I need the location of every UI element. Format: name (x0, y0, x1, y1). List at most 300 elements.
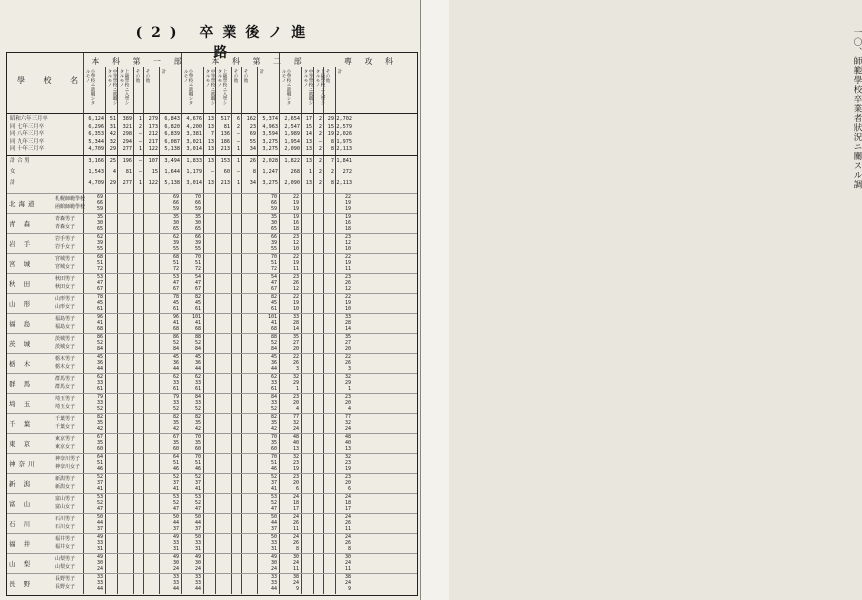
table-cell: 1,954 (284, 138, 300, 145)
table-cell: 4 (347, 406, 351, 412)
table-cell: 47 (172, 280, 179, 286)
table-cell: 52 (270, 340, 277, 346)
table-cell: 32 (344, 420, 351, 426)
table-cell: 42 (96, 426, 103, 432)
table-cell: 44 (172, 520, 179, 526)
row-rule (7, 253, 417, 254)
table-cell: 107 (148, 158, 158, 164)
table-cell: 18 (344, 500, 351, 506)
table-cell: 64 (172, 454, 179, 460)
table-cell: 2 (138, 123, 142, 130)
row-rule (7, 373, 417, 374)
table-cell: 52 (96, 474, 103, 480)
table-cell: 68 (172, 326, 179, 332)
row-rule (7, 353, 417, 354)
table-cell: 55 (194, 246, 201, 252)
table-cell: 12 (292, 286, 299, 292)
table-cell: 39 (194, 240, 201, 246)
table-cell: 36 (194, 360, 201, 366)
row-rule (7, 273, 417, 274)
table-cell: 82 (194, 294, 201, 300)
table-cell: 61 (172, 386, 179, 392)
row-rule (7, 493, 417, 494)
table-cell: 2,028 (262, 158, 278, 164)
table-cell: 61 (172, 306, 179, 312)
table-cell: 3,275 (262, 180, 278, 186)
school-name: 埼玉女子 (55, 404, 76, 410)
table-cell: 30 (172, 560, 179, 566)
table-cell: 66 (194, 234, 201, 240)
table-cell: 1,989 (284, 131, 300, 137)
table-cell: 36 (172, 360, 179, 366)
table-cell: 78 (172, 294, 179, 300)
table-cell: 33 (292, 314, 299, 320)
table-cell: 30 (194, 560, 201, 566)
school-name: 山梨女子 (55, 564, 76, 570)
table-cell: — (318, 138, 322, 145)
table-cell: 49 (172, 554, 179, 560)
table-cell: 14 (292, 326, 299, 332)
table-cell: 2 (318, 180, 322, 186)
table-cell: 19 (292, 466, 299, 472)
table-cell: 217 (148, 138, 158, 145)
table-cell: 2,090 (284, 146, 300, 152)
table-cell: 277 (122, 180, 132, 186)
table-cell: 50 (194, 534, 201, 540)
table-cell: 60 (172, 446, 179, 452)
table-cell: 41 (96, 486, 103, 492)
table-cell: 52 (270, 474, 277, 480)
table-cell: 22 (292, 354, 299, 360)
school-name: 宮城男子 (55, 256, 76, 262)
table-cell: 13 (292, 446, 299, 452)
table-cell: 26 (344, 520, 351, 526)
table-cell: 1 (138, 146, 142, 152)
table-cell: 13 (207, 116, 214, 122)
prefecture-label: 茨 城 (9, 340, 34, 348)
table-cell: 3,594 (262, 131, 278, 137)
table-cell: 3 (295, 366, 299, 372)
table-cell: 26 (344, 360, 351, 366)
table-cell: 66 (270, 200, 277, 206)
table-cell: 84 (194, 346, 201, 352)
table-cell: 6 (295, 486, 299, 492)
table-cell: 2,026 (336, 131, 352, 137)
table-cell: 44 (194, 520, 201, 526)
row-rule (7, 433, 417, 434)
school-name: 福島男子 (55, 316, 76, 322)
table-cell: 60 (223, 169, 230, 175)
table-cell: 23 (344, 474, 351, 480)
sub-header: 中等學校ニ就職シタルモノ (205, 69, 215, 105)
table-cell: 3,166 (88, 158, 104, 164)
table-cell: 19 (344, 214, 351, 220)
table-cell: 64 (96, 454, 103, 460)
table-cell: 15 (151, 169, 158, 175)
table-cell: 62 (172, 234, 179, 240)
table-cell: 35 (172, 440, 179, 446)
prefecture-label: 北海道 (9, 200, 38, 208)
table-cell: 41 (96, 320, 103, 326)
group-label-part1: 本 科 第 一 部 (91, 57, 187, 66)
row-rule (7, 213, 417, 214)
table-cell: 26 (344, 540, 351, 546)
table-cell: 66 (172, 200, 179, 206)
table-cell: 20 (344, 346, 351, 352)
table-cell: 68 (96, 254, 103, 260)
table-cell: 82 (172, 414, 179, 420)
table-cell: 24 (344, 580, 351, 586)
table-cell: 52 (172, 474, 179, 480)
table-cell: 19 (344, 206, 351, 212)
sub-header: 小學校ニ就職シタルモノ (85, 69, 95, 105)
table-cell: — (210, 169, 214, 175)
prefecture-label: 青 森 (9, 220, 34, 228)
table-cell: 96 (96, 314, 103, 320)
table-cell: 67 (172, 286, 179, 292)
table-cell: 19 (344, 260, 351, 266)
side-title: 一〇、師範學校卒業者狀況ニ關スル調 (852, 28, 862, 190)
table-cell: 53 (96, 274, 103, 280)
table-cell: 61 (270, 386, 277, 392)
table-cell: 17 (305, 116, 312, 122)
table-cell: 59 (270, 206, 277, 212)
table-cell: 51 (172, 260, 179, 266)
table-cell: 13 (207, 180, 214, 186)
table-cell: 33 (344, 314, 351, 320)
row-rule (7, 393, 417, 394)
table-cell: 3,494 (164, 158, 180, 164)
table-cell: 2 (318, 123, 322, 130)
table-cell: 33 (172, 574, 179, 580)
table-cell: 40 (344, 440, 351, 446)
table-cell: 37 (270, 480, 277, 486)
table-cell: 54 (270, 274, 277, 280)
row-rule (7, 333, 417, 334)
table-cell: 66 (194, 200, 201, 206)
table-cell: 22 (292, 254, 299, 260)
table-cell: 11 (292, 526, 299, 532)
table-cell: 28 (292, 320, 299, 326)
table-cell: 13 (344, 446, 351, 452)
table-cell: 61 (96, 386, 103, 392)
table-cell: 26 (292, 540, 299, 546)
table-cell: — (138, 138, 142, 145)
table-cell: 69 (249, 131, 256, 137)
table-cell: 1 (347, 386, 351, 392)
table-cell: 1 (295, 386, 299, 392)
row-rule (7, 513, 417, 514)
table-cell: 2 (236, 123, 240, 130)
table-cell: 33 (194, 574, 201, 580)
table-cell: 31 (270, 546, 277, 552)
table-cell: 66 (270, 234, 277, 240)
table-cell: 50 (96, 514, 103, 520)
table-cell: 35 (96, 440, 103, 446)
table-cell: 13 (207, 138, 214, 145)
table-cell: 268 (290, 169, 300, 175)
prefecture-label: 山 梨 (9, 560, 34, 568)
table-cell: 66 (96, 200, 103, 206)
table-cell: 16 (344, 220, 351, 226)
school-name: 福井男子 (55, 536, 76, 542)
table-cell: 1,833 (186, 158, 202, 164)
table-cell: 62 (194, 374, 201, 380)
table-cell: 23 (249, 123, 256, 130)
table-cell: 1,179 (186, 169, 202, 175)
table-cell: 55 (96, 246, 103, 252)
table-cell: 46 (270, 466, 277, 472)
table-cell: 70 (194, 254, 201, 260)
table-cell: 52 (194, 500, 201, 506)
table-cell: 86 (96, 334, 103, 340)
table-header (7, 53, 417, 114)
school-name: 東京女子 (55, 444, 76, 450)
table-cell: 62 (270, 374, 277, 380)
table-cell: 29 (344, 380, 351, 386)
table-cell: 12 (344, 286, 351, 292)
table-cell: 52 (172, 406, 179, 412)
table-cell: 3,014 (186, 180, 202, 186)
table-cell: 2 (318, 146, 322, 152)
table-cell: 186 (220, 138, 230, 145)
table-cell: 18 (292, 226, 299, 232)
table-cell: 50 (172, 514, 179, 520)
table-cell: 19 (292, 260, 299, 266)
table-cell: 60 (96, 446, 103, 452)
row-rule (7, 413, 417, 414)
table-cell: 53 (172, 494, 179, 500)
table-cell: 23 (292, 474, 299, 480)
table-cell: 389 (122, 116, 132, 122)
prefecture-label: 新 潟 (9, 480, 34, 488)
table-cell: 1 (138, 180, 142, 186)
row-rule (7, 313, 417, 314)
table-cell: 33 (96, 574, 103, 580)
row-rule (7, 293, 417, 294)
school-name: 神奈川男子 (55, 456, 81, 462)
row-label: 昭和六年三月卒 (10, 116, 48, 122)
table-cell: 22 (292, 294, 299, 300)
table-cell: 72 (172, 266, 179, 272)
table-cell: 53 (270, 494, 277, 500)
table-cell: 52 (194, 340, 201, 346)
table-cell: 10 (292, 306, 299, 312)
table-cell: 72 (96, 266, 103, 272)
school-name: 長野男子 (55, 576, 76, 582)
prefecture-label: 秋 田 (9, 280, 34, 288)
table-cell: 29 (292, 380, 299, 386)
table-cell: 51 (194, 460, 201, 466)
table-cell: 6,353 (88, 131, 104, 137)
table-cell: 298 (122, 131, 132, 137)
school-name: 茨城男子 (55, 336, 76, 342)
table-cell: 33 (172, 580, 179, 586)
table-cell: 68 (194, 326, 201, 332)
school-name: 山形女子 (55, 304, 76, 310)
table-cell: 24 (96, 566, 103, 572)
table-cell: 44 (96, 586, 103, 592)
table-cell: 20 (292, 480, 299, 486)
table-cell: 35 (194, 420, 201, 426)
table-cell: 32 (292, 454, 299, 460)
table-cell: 23 (292, 234, 299, 240)
table-cell: 13 (207, 146, 214, 152)
table-cell: 18 (292, 500, 299, 506)
school-name: 秋田男子 (55, 276, 76, 282)
table-cell: 81 (125, 169, 132, 175)
document-page (0, 0, 420, 600)
table-cell: 44 (194, 586, 201, 592)
table-cell: 68 (172, 254, 179, 260)
table-cell: 11 (344, 266, 351, 272)
row-rule (7, 553, 417, 554)
table-cell: 37 (194, 526, 201, 532)
table-cell: 55 (270, 246, 277, 252)
table-cell: 29 (327, 116, 334, 122)
table-cell: 37 (172, 480, 179, 486)
table-cell: 65 (172, 226, 179, 232)
school-name: 千葉女子 (55, 424, 76, 430)
table-cell: 50 (270, 514, 277, 520)
table-cell: 13 (207, 158, 214, 164)
school-name: 山梨男子 (55, 556, 76, 562)
table-cell: 3 (347, 366, 351, 372)
table-cell: 32 (344, 374, 351, 380)
table-cell: 36 (270, 360, 277, 366)
table-cell: 45 (172, 354, 179, 360)
table-cell: 84 (270, 346, 277, 352)
table-cell: 52 (270, 500, 277, 506)
table-cell: 51 (96, 260, 103, 266)
sub-header: 上級學校ニ入學シタルモノ (119, 69, 129, 105)
table-cell: 33 (194, 540, 201, 546)
table-cell: 1,975 (336, 138, 352, 145)
row-rule (7, 193, 417, 194)
school-name: 茨城女子 (55, 344, 76, 350)
table-cell: 1,247 (262, 169, 278, 175)
table-cell: 26 (292, 360, 299, 366)
table-cell: 153 (220, 158, 230, 164)
school-name: 宮城女子 (55, 264, 76, 270)
table-cell: 45 (270, 300, 277, 306)
table-cell: 72 (270, 266, 277, 272)
table-cell: 28 (344, 320, 351, 326)
table-cell: 39 (96, 240, 103, 246)
table-cell: 277 (122, 146, 132, 152)
table-cell: 44 (172, 366, 179, 372)
table-cell: 6,839 (164, 131, 180, 137)
table-cell: 44 (96, 520, 103, 526)
table-cell: 3,014 (186, 146, 202, 152)
table-cell: 62 (96, 374, 103, 380)
sub-header: 中等學校ニ就職シタルモノ (303, 69, 313, 105)
table-cell: 24 (172, 566, 179, 572)
table-cell: 23 (292, 394, 299, 400)
table-cell: 18 (344, 226, 351, 232)
school-name: 群馬女子 (55, 384, 76, 390)
table-cell: 1,841 (336, 158, 352, 164)
table-cell: 2,090 (284, 180, 300, 186)
table-cell: 33 (194, 380, 201, 386)
table-cell: 65 (270, 226, 277, 232)
table-cell: 47 (96, 280, 103, 286)
table-cell: 33 (172, 380, 179, 386)
school-name: 埼玉男子 (55, 396, 76, 402)
school-name: 函館師範學校 (55, 204, 86, 210)
table-cell: 2 (318, 169, 322, 175)
table-cell: 45 (270, 354, 277, 360)
table-cell: 31 (194, 546, 201, 552)
table-cell: 49 (194, 554, 201, 560)
table-cell: 19 (327, 131, 334, 137)
table-cell: 35 (292, 334, 299, 340)
career-table (6, 52, 418, 596)
table-cell: 33 (172, 540, 179, 546)
prefecture-label: 宮 城 (9, 260, 34, 268)
table-cell: 24 (292, 494, 299, 500)
table-cell: — (236, 169, 240, 175)
table-cell: 13 (305, 158, 312, 164)
prefecture-label: 岩 手 (9, 240, 34, 248)
prefecture-label: 富 山 (9, 500, 34, 508)
table-cell: 22 (344, 254, 351, 260)
prefecture-label: 東 京 (9, 440, 34, 448)
row-rule (7, 453, 417, 454)
sub-header: その他 (243, 69, 248, 83)
table-cell: 33 (194, 580, 201, 586)
table-cell: 9 (347, 586, 351, 592)
table-cell: 24 (270, 566, 277, 572)
table-cell: 52 (172, 500, 179, 506)
table-cell: 33 (96, 580, 103, 586)
prefecture-label: 神奈川 (9, 460, 38, 468)
table-cell: 70 (194, 454, 201, 460)
table-cell: 7 (330, 158, 334, 164)
table-cell: 30 (96, 560, 103, 566)
prefecture-label: 群 馬 (9, 380, 34, 388)
table-cell: 45 (194, 354, 201, 360)
table-cell: 294 (122, 138, 132, 145)
table-cell: 50 (270, 534, 277, 540)
table-cell: 44 (96, 366, 103, 372)
table-cell: 52 (96, 340, 103, 346)
table-cell: 35 (194, 440, 201, 446)
table-cell: 49 (96, 534, 103, 540)
table-cell: 15 (327, 123, 334, 130)
table-cell: 24 (344, 560, 351, 566)
table-cell: 101 (191, 314, 201, 320)
table-cell: 6,124 (88, 116, 104, 122)
table-cell: 13 (305, 180, 312, 186)
table-cell: 60 (194, 446, 201, 452)
table-cell: 41 (172, 320, 179, 326)
table-cell: 24 (344, 426, 351, 432)
table-cell: 6 (347, 486, 351, 492)
school-name: 山形男子 (55, 296, 76, 302)
table-cell: 24 (194, 566, 201, 572)
table-cell: 19 (292, 200, 299, 206)
school-name: 青森女子 (55, 224, 76, 230)
table-cell: 4,676 (186, 116, 202, 122)
table-cell: 24 (292, 426, 299, 432)
table-cell: 33 (270, 380, 277, 386)
table-cell: 5,344 (88, 138, 104, 145)
table-cell: 70 (270, 194, 277, 200)
table-cell: 3,275 (262, 146, 278, 152)
table-cell: 53 (172, 274, 179, 280)
table-cell: 70 (194, 434, 201, 440)
